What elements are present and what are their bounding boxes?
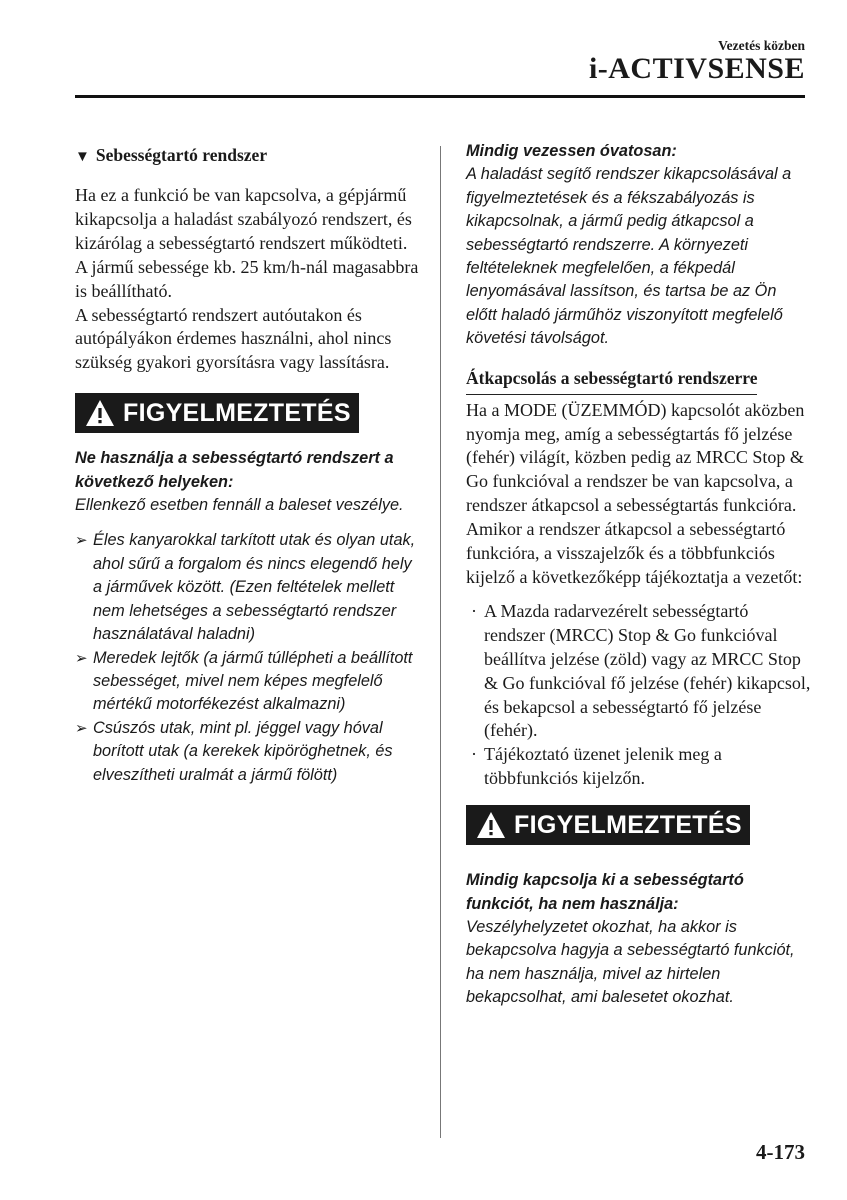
warning-title: Mindig kapcsolja ki a sebességtartó funkciót, ha nem használja: [466, 871, 744, 913]
paragraph: Ha ez a funkció be van kapcsolva, a gépjármű kikapcsolja a haladást szabályozó rendszert, és kizárólag a sebességtartó rendszert működteti. [75, 185, 412, 253]
paragraph: A sebességtartó rendszert autóutakon és autópályákon érdemes használni, ahol nincs szükség gyakori gyorsításra vagy lassításra. [75, 304, 392, 373]
section-heading [75, 140, 420, 172]
warning-label: FIGYELMEZTETÉS [123, 398, 351, 427]
header-title: i-ACTIVSENSE [588, 52, 805, 85]
list-item [466, 600, 811, 743]
list-item [75, 717, 420, 787]
list-item [466, 743, 811, 791]
paragraph: A jármű sebessége kb. 25 km/h-nál magasabbra is beállítható. [75, 256, 419, 301]
list-item-text: A Mazda radarvezérelt sebességtartó rendszer (MRCC) Stop & Go funkcióval beállítva jelzése (zöld) vagy az MRCC Stop & Go funkcióval fő jelzése (fehér) kikapcsol, és bekapcsol a sebességtartó fő jelzése (fehér). [484, 600, 811, 741]
caution-title: Mindig vezessen óvatosan: [466, 142, 677, 160]
paragraph: Ha a MODE (ÜZEMMÓD) kapcsolót aközben nyomja meg, amíg a sebességtartás fő jelzése (fehér) világít, közben pedig az MRCC Stop & Go funkcióval a rendszer be van kapcsolva, a rendszer átkapcsol a sebességtartás funkcióra. [466, 399, 805, 516]
list-item-text: Tájékoztató üzenet jelenik meg a többfunkciós kijelzőn. [484, 744, 722, 789]
column-divider [440, 146, 441, 1138]
arrow-right-icon: ➢ [75, 532, 88, 550]
bullet-dot-icon: · [471, 600, 477, 621]
bullet-dot-icon: · [471, 744, 477, 765]
left-column [75, 140, 420, 787]
warning-triangle-icon [85, 399, 115, 427]
paragraph: Amikor a rendszer átkapcsol a sebességtartó funkcióra, a visszajelzők és a többfunkciós kijelző a következőképp tájékoztatja a vezetőt: [466, 519, 803, 587]
page-number: 4-173 [756, 1140, 805, 1164]
header-chapter: Vezetés közben [718, 38, 805, 53]
list-item [75, 647, 420, 717]
subheading: Átkapcsolás a sebességtartó rendszerre [466, 363, 757, 395]
right-column [466, 140, 811, 1010]
warning-banner [466, 805, 750, 845]
caution-text: A haladást segítő rendszer kikapcsolásával a figyelmeztetések és a fékszabályozás is kikapcsolnak, a jármű pedig átkapcsol a sebességtartó rendszerre. A környezeti feltételeknek megfelelően, a fékpedál lenyomásával lassítson, és tartsa be az Ön előtt haladó járműhöz viszonyított megfelelő követési távolságot. [466, 165, 792, 348]
arrow-right-icon: ➢ [75, 649, 88, 667]
list-item-text: Éles kanyarokkal tarkított utak és olyan utak, ahol sűrű a forgalom és nincs elegendő hely a járművek között. (Ezen feltételek mellett nem lehetséges a sebességtartó rendszer használatával haladni) [93, 531, 416, 644]
header-rule [75, 95, 805, 98]
warning-label: FIGYELMEZTETÉS [514, 810, 742, 839]
triangle-down-icon: ▼ [75, 149, 90, 165]
list-item-text: Csúszós utak, mint pl. jéggel vagy hóval borított utak (a kerekek kipöröghetnek, és elveszítheti uralmát a jármű fölött) [93, 718, 393, 784]
warning-triangle-icon [476, 811, 506, 839]
bullet-list [466, 600, 811, 791]
list-item [75, 529, 420, 646]
list-item-text: Meredek lejtők (a jármű túllépheti a beállított sebességet, mivel nem képes megfelelő mértékű motorfékezést alkalmazni) [93, 648, 413, 714]
section-heading-text: Sebességtartó rendszer [95, 145, 268, 165]
warning-title: Ne használja a sebességtartó rendszert a következő helyeken: [75, 449, 394, 491]
warning-banner [75, 393, 359, 433]
arrow-right-icon: ➢ [75, 719, 88, 737]
warning-text: Ellenkező esetben fennáll a baleset veszélye. [75, 496, 404, 515]
warning-list [75, 529, 420, 786]
warning-text: Veszélyhelyzetet okozhat, ha akkor is bekapcsolva hagyja a sebességtartó funkciót, ha nem használja, mivel az hirtelen bekapcsolhat, ami balesetet okozhat. [466, 917, 795, 1007]
